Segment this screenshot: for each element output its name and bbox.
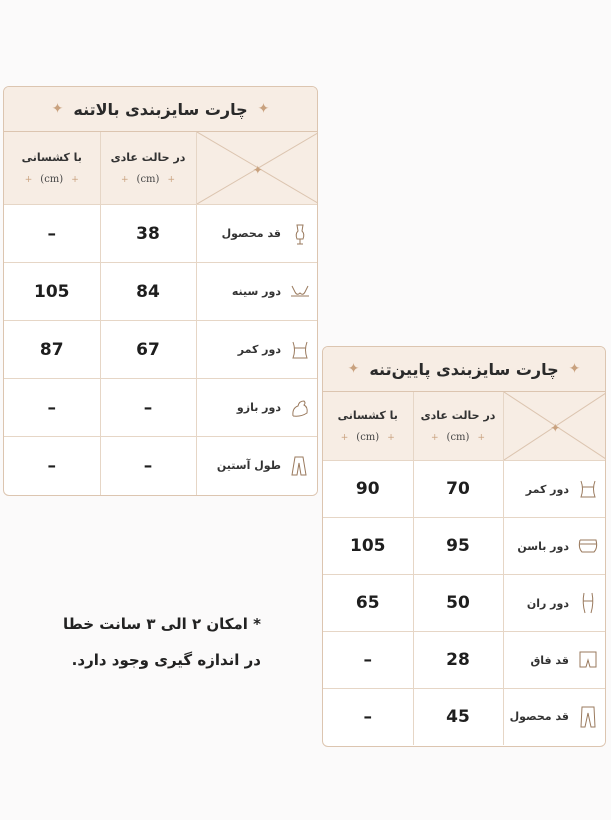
row-label: دور سینه [231, 285, 281, 298]
value-normal: 70 [446, 479, 470, 499]
sparkle-icon: ✦ [51, 101, 64, 117]
thigh-icon [577, 590, 599, 616]
column-header-normal [413, 392, 503, 461]
sparkle-icon: + [340, 432, 349, 443]
value-normal: 45 [446, 706, 470, 727]
sparkle-icon: + [387, 432, 395, 443]
table-row [323, 632, 606, 689]
unit-label: (cm) [136, 174, 160, 185]
value-normal: – [143, 397, 153, 418]
table-row [323, 461, 606, 518]
unit-label: (cm) [446, 432, 470, 443]
column-header-normal [100, 132, 196, 205]
value-stretch: 87 [39, 339, 64, 360]
row-label: دور کمر [237, 343, 281, 356]
sparkle-icon: + [121, 174, 129, 185]
table-row [323, 575, 606, 632]
table-row [4, 321, 318, 379]
value-normal: 95 [446, 536, 470, 556]
size-table [4, 132, 318, 495]
column-label: در حالت عادی [110, 151, 186, 164]
value-stretch: 105 [34, 281, 70, 302]
unit-label: (cm) [356, 432, 380, 443]
row-label: قد فاق [530, 653, 569, 667]
note-line: در اندازه گیری وجود دارد. [71, 651, 261, 669]
value-normal: 50 [446, 593, 470, 613]
arm-icon [289, 395, 311, 421]
table-row [323, 518, 606, 575]
note-line: * امکان ۲ الی ۳ سانت خطا [62, 615, 261, 633]
table-row [323, 689, 606, 745]
hip-icon [577, 533, 599, 559]
sparkle-icon: ✦ [550, 420, 561, 435]
sparkle-icon: ✦ [257, 101, 270, 117]
row-label: دور بازو [236, 401, 281, 414]
table-row [4, 379, 318, 437]
waist-icon [577, 476, 599, 502]
chart-title: چارت سایزبندی پایین‌تنه [369, 359, 559, 379]
bra-icon [289, 279, 311, 305]
sparkle-icon: ✦ [568, 361, 581, 377]
sleeve-icon [289, 453, 311, 479]
value-stretch: 65 [355, 593, 380, 613]
rise-icon [577, 647, 599, 673]
sparkle-icon: + [431, 432, 439, 443]
value-stretch: – [363, 650, 372, 670]
chart-title-bar [4, 87, 317, 132]
size-table [323, 392, 606, 745]
chart-title-bar [323, 347, 605, 392]
dress-form-icon [289, 221, 311, 247]
table-row [4, 437, 318, 495]
unit-label: (cm) [40, 174, 64, 185]
corner-cell [503, 392, 606, 461]
sparkle-icon: + [71, 174, 79, 185]
row-label: طول آستین [216, 459, 281, 473]
column-label: با کشسانی [337, 409, 398, 422]
upper-body-size-chart [3, 86, 318, 496]
column-label: با کشسانی [21, 151, 82, 164]
row-label: قد محصول [221, 227, 281, 240]
waist-icon [289, 337, 311, 363]
row-label: قد محصول [509, 710, 569, 724]
value-stretch: – [47, 455, 56, 476]
table-row [4, 205, 318, 263]
value-normal: 84 [136, 281, 160, 302]
chart-title: چارت سایزبندی بالاتنه [73, 99, 248, 119]
corner-cell [196, 132, 318, 205]
lower-body-size-chart [322, 346, 606, 747]
sparkle-icon: ✦ [347, 361, 360, 377]
value-stretch: – [363, 706, 372, 727]
sparkle-icon: + [167, 174, 175, 185]
column-header-stretch [323, 392, 413, 461]
sparkle-icon: + [24, 174, 33, 185]
row-label: دور کمر [525, 482, 569, 496]
column-label: در حالت عادی [420, 409, 496, 422]
column-header-stretch [4, 132, 100, 205]
value-stretch: – [47, 397, 56, 418]
sparkle-icon: + [477, 432, 485, 443]
value-stretch: 90 [355, 479, 380, 499]
value-normal: 38 [136, 223, 160, 244]
row-label: دور ران [526, 596, 569, 610]
row-label: دور باسن [517, 539, 569, 553]
table-row [4, 263, 318, 321]
value-normal: 28 [446, 650, 470, 670]
value-stretch: 105 [350, 536, 386, 556]
sparkle-icon: ✦ [252, 162, 263, 177]
measurement-note [1, 606, 261, 678]
value-stretch: – [47, 223, 56, 244]
pants-icon [577, 704, 599, 730]
value-normal: – [143, 455, 153, 476]
value-normal: 67 [136, 339, 160, 360]
